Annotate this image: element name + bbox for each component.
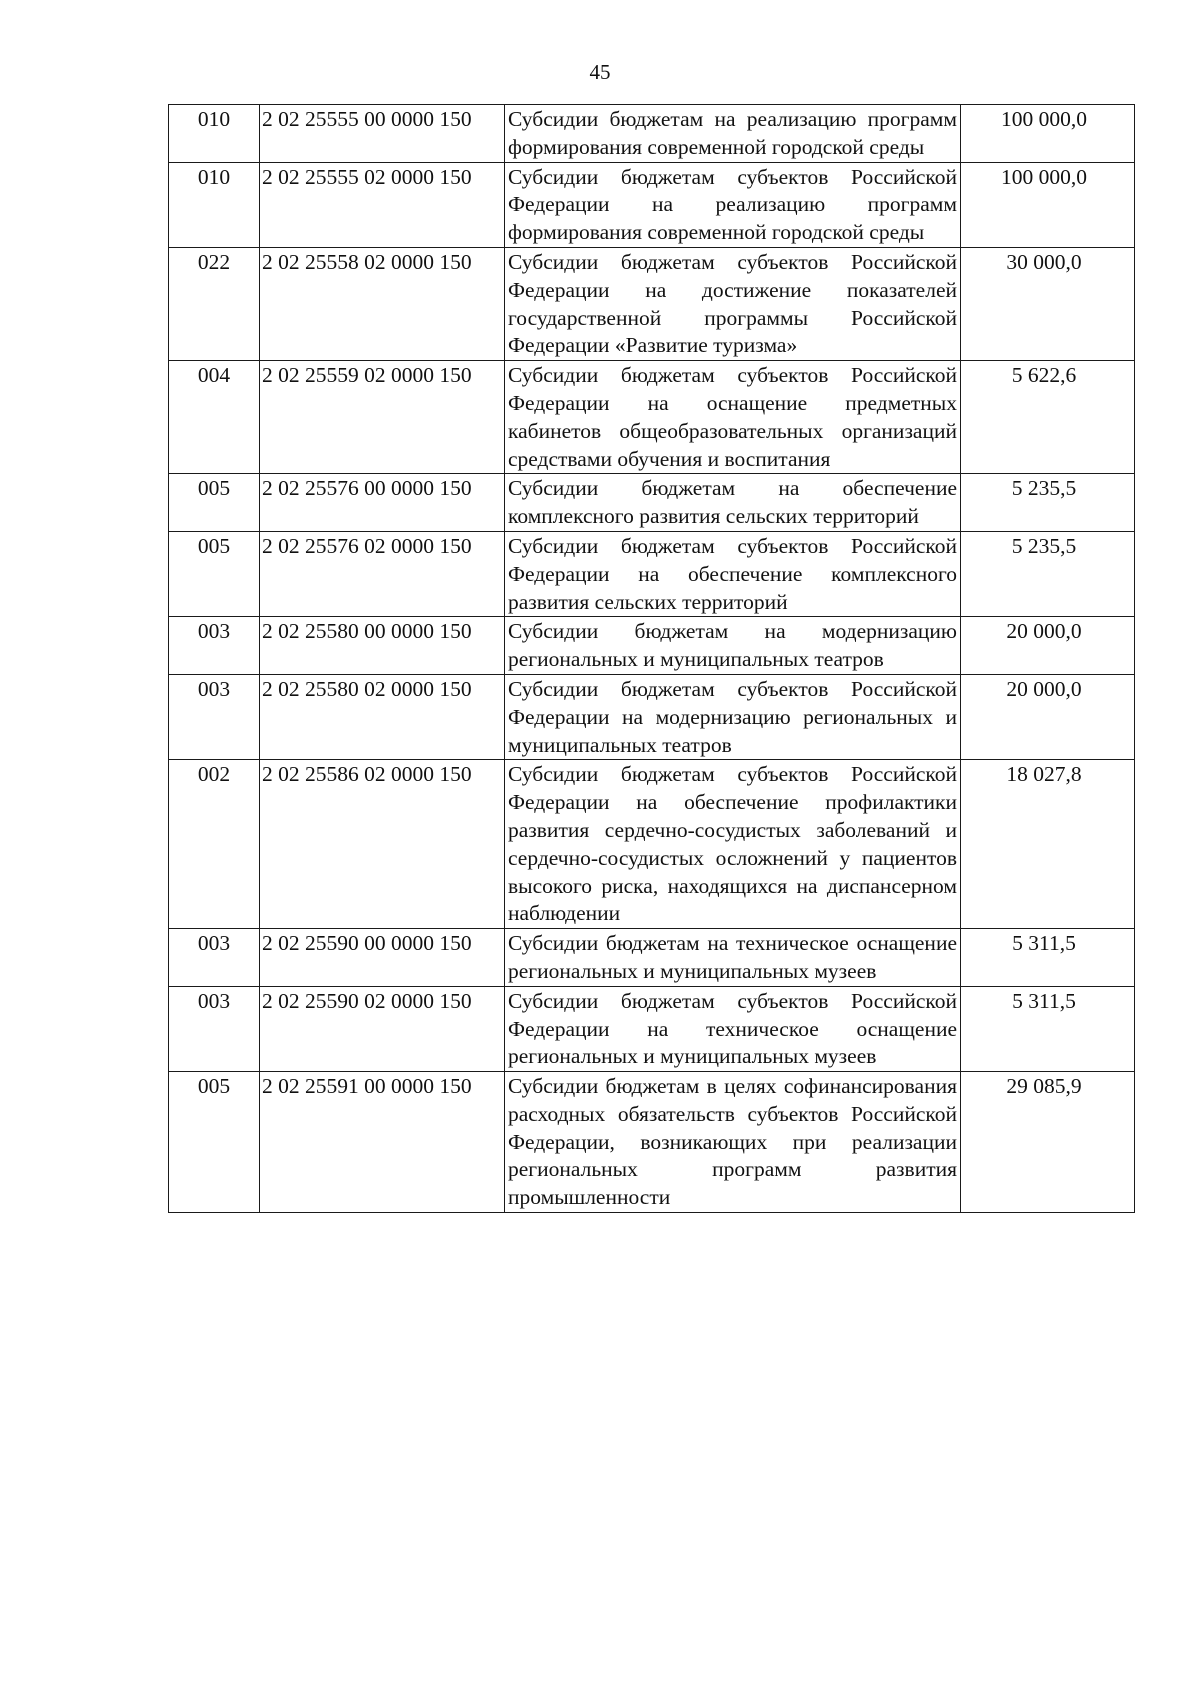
- amount-cell: 5 311,5: [961, 929, 1135, 987]
- income-name-cell: Субсидии бюджетам субъектов Российской Федерации на обеспечение комплексного развития сельских территорий: [505, 531, 961, 616]
- income-name-cell: Субсидии бюджетам субъектов Российской Федерации на модернизацию региональных и муниципальных театров: [505, 674, 961, 759]
- income-name-cell: Субсидии бюджетам субъектов Российской Федерации на реализацию программ формирования современной городской среды: [505, 162, 961, 247]
- admin-code-cell: 003: [169, 674, 260, 759]
- income-name-cell: Субсидии бюджетам субъектов Российской Федерации на техническое оснащение региональных и муниципальных музеев: [505, 986, 961, 1071]
- table-row: [169, 617, 1135, 675]
- amount-cell: 100 000,0: [961, 105, 1135, 163]
- table-row: [169, 986, 1135, 1071]
- amount-cell: 100 000,0: [961, 162, 1135, 247]
- budget-table: [168, 104, 1135, 1213]
- amount-cell: 5 235,5: [961, 474, 1135, 532]
- table-row: [169, 674, 1135, 759]
- budget-code-cell: 2 02 25591 00 0000 150: [260, 1072, 505, 1213]
- admin-code-cell: 010: [169, 162, 260, 247]
- admin-code-cell: 003: [169, 617, 260, 675]
- amount-cell: 20 000,0: [961, 674, 1135, 759]
- admin-code-cell: 004: [169, 361, 260, 474]
- income-name-cell: Субсидии бюджетам на модернизацию региональных и муниципальных театров: [505, 617, 961, 675]
- budget-code-cell: 2 02 25559 02 0000 150: [260, 361, 505, 474]
- table-row: [169, 361, 1135, 474]
- budget-code-cell: 2 02 25580 00 0000 150: [260, 617, 505, 675]
- budget-code-cell: 2 02 25590 00 0000 150: [260, 929, 505, 987]
- budget-code-cell: 2 02 25555 02 0000 150: [260, 162, 505, 247]
- budget-code-cell: 2 02 25576 02 0000 150: [260, 531, 505, 616]
- budget-code-cell: 2 02 25555 00 0000 150: [260, 105, 505, 163]
- admin-code-cell: 002: [169, 760, 260, 929]
- amount-cell: 20 000,0: [961, 617, 1135, 675]
- budget-code-cell: 2 02 25586 02 0000 150: [260, 760, 505, 929]
- table-row: [169, 105, 1135, 163]
- income-name-cell: Субсидии бюджетам субъектов Российской Федерации на оснащение предметных кабинетов общеобразовательных организаций средствами обучения и воспитания: [505, 361, 961, 474]
- admin-code-cell: 003: [169, 986, 260, 1071]
- table-row: [169, 531, 1135, 616]
- admin-code-cell: 005: [169, 474, 260, 532]
- amount-cell: 29 085,9: [961, 1072, 1135, 1213]
- amount-cell: 18 027,8: [961, 760, 1135, 929]
- income-name-cell: Субсидии бюджетам на обеспечение комплексного развития сельских территорий: [505, 474, 961, 532]
- table-row: [169, 760, 1135, 929]
- admin-code-cell: 005: [169, 1072, 260, 1213]
- admin-code-cell: 005: [169, 531, 260, 616]
- table-row: [169, 247, 1135, 360]
- income-name-cell: Субсидии бюджетам на техническое оснащение региональных и муниципальных музеев: [505, 929, 961, 987]
- amount-cell: 5 235,5: [961, 531, 1135, 616]
- budget-code-cell: 2 02 25576 00 0000 150: [260, 474, 505, 532]
- income-name-cell: Субсидии бюджетам субъектов Российской Федерации на достижение показателей государственной программы Российской Федерации «Развитие туризма»: [505, 247, 961, 360]
- table-row: [169, 929, 1135, 987]
- admin-code-cell: 010: [169, 105, 260, 163]
- income-name-cell: Субсидии бюджетам субъектов Российской Федерации на обеспечение профилактики развития сердечно-сосудистых заболеваний и сердечно-сосудистых осложнений у пациентов высокого риска, находящихся на диспансерном наблюдении: [505, 760, 961, 929]
- budget-code-cell: 2 02 25590 02 0000 150: [260, 986, 505, 1071]
- table-row: [169, 162, 1135, 247]
- amount-cell: 30 000,0: [961, 247, 1135, 360]
- income-name-cell: Субсидии бюджетам на реализацию программ формирования современной городской среды: [505, 105, 961, 163]
- page-number: 45: [589, 60, 611, 84]
- amount-cell: 5 622,6: [961, 361, 1135, 474]
- budget-code-cell: 2 02 25558 02 0000 150: [260, 247, 505, 360]
- admin-code-cell: 022: [169, 247, 260, 360]
- table-row: [169, 1072, 1135, 1213]
- amount-cell: 5 311,5: [961, 986, 1135, 1071]
- income-name-cell: Субсидии бюджетам в целях софинансирования расходных обязательств субъектов Российской Федерации, возникающих при реализации региональных программ развития промышленности: [505, 1072, 961, 1213]
- table-row: [169, 474, 1135, 532]
- admin-code-cell: 003: [169, 929, 260, 987]
- budget-code-cell: 2 02 25580 02 0000 150: [260, 674, 505, 759]
